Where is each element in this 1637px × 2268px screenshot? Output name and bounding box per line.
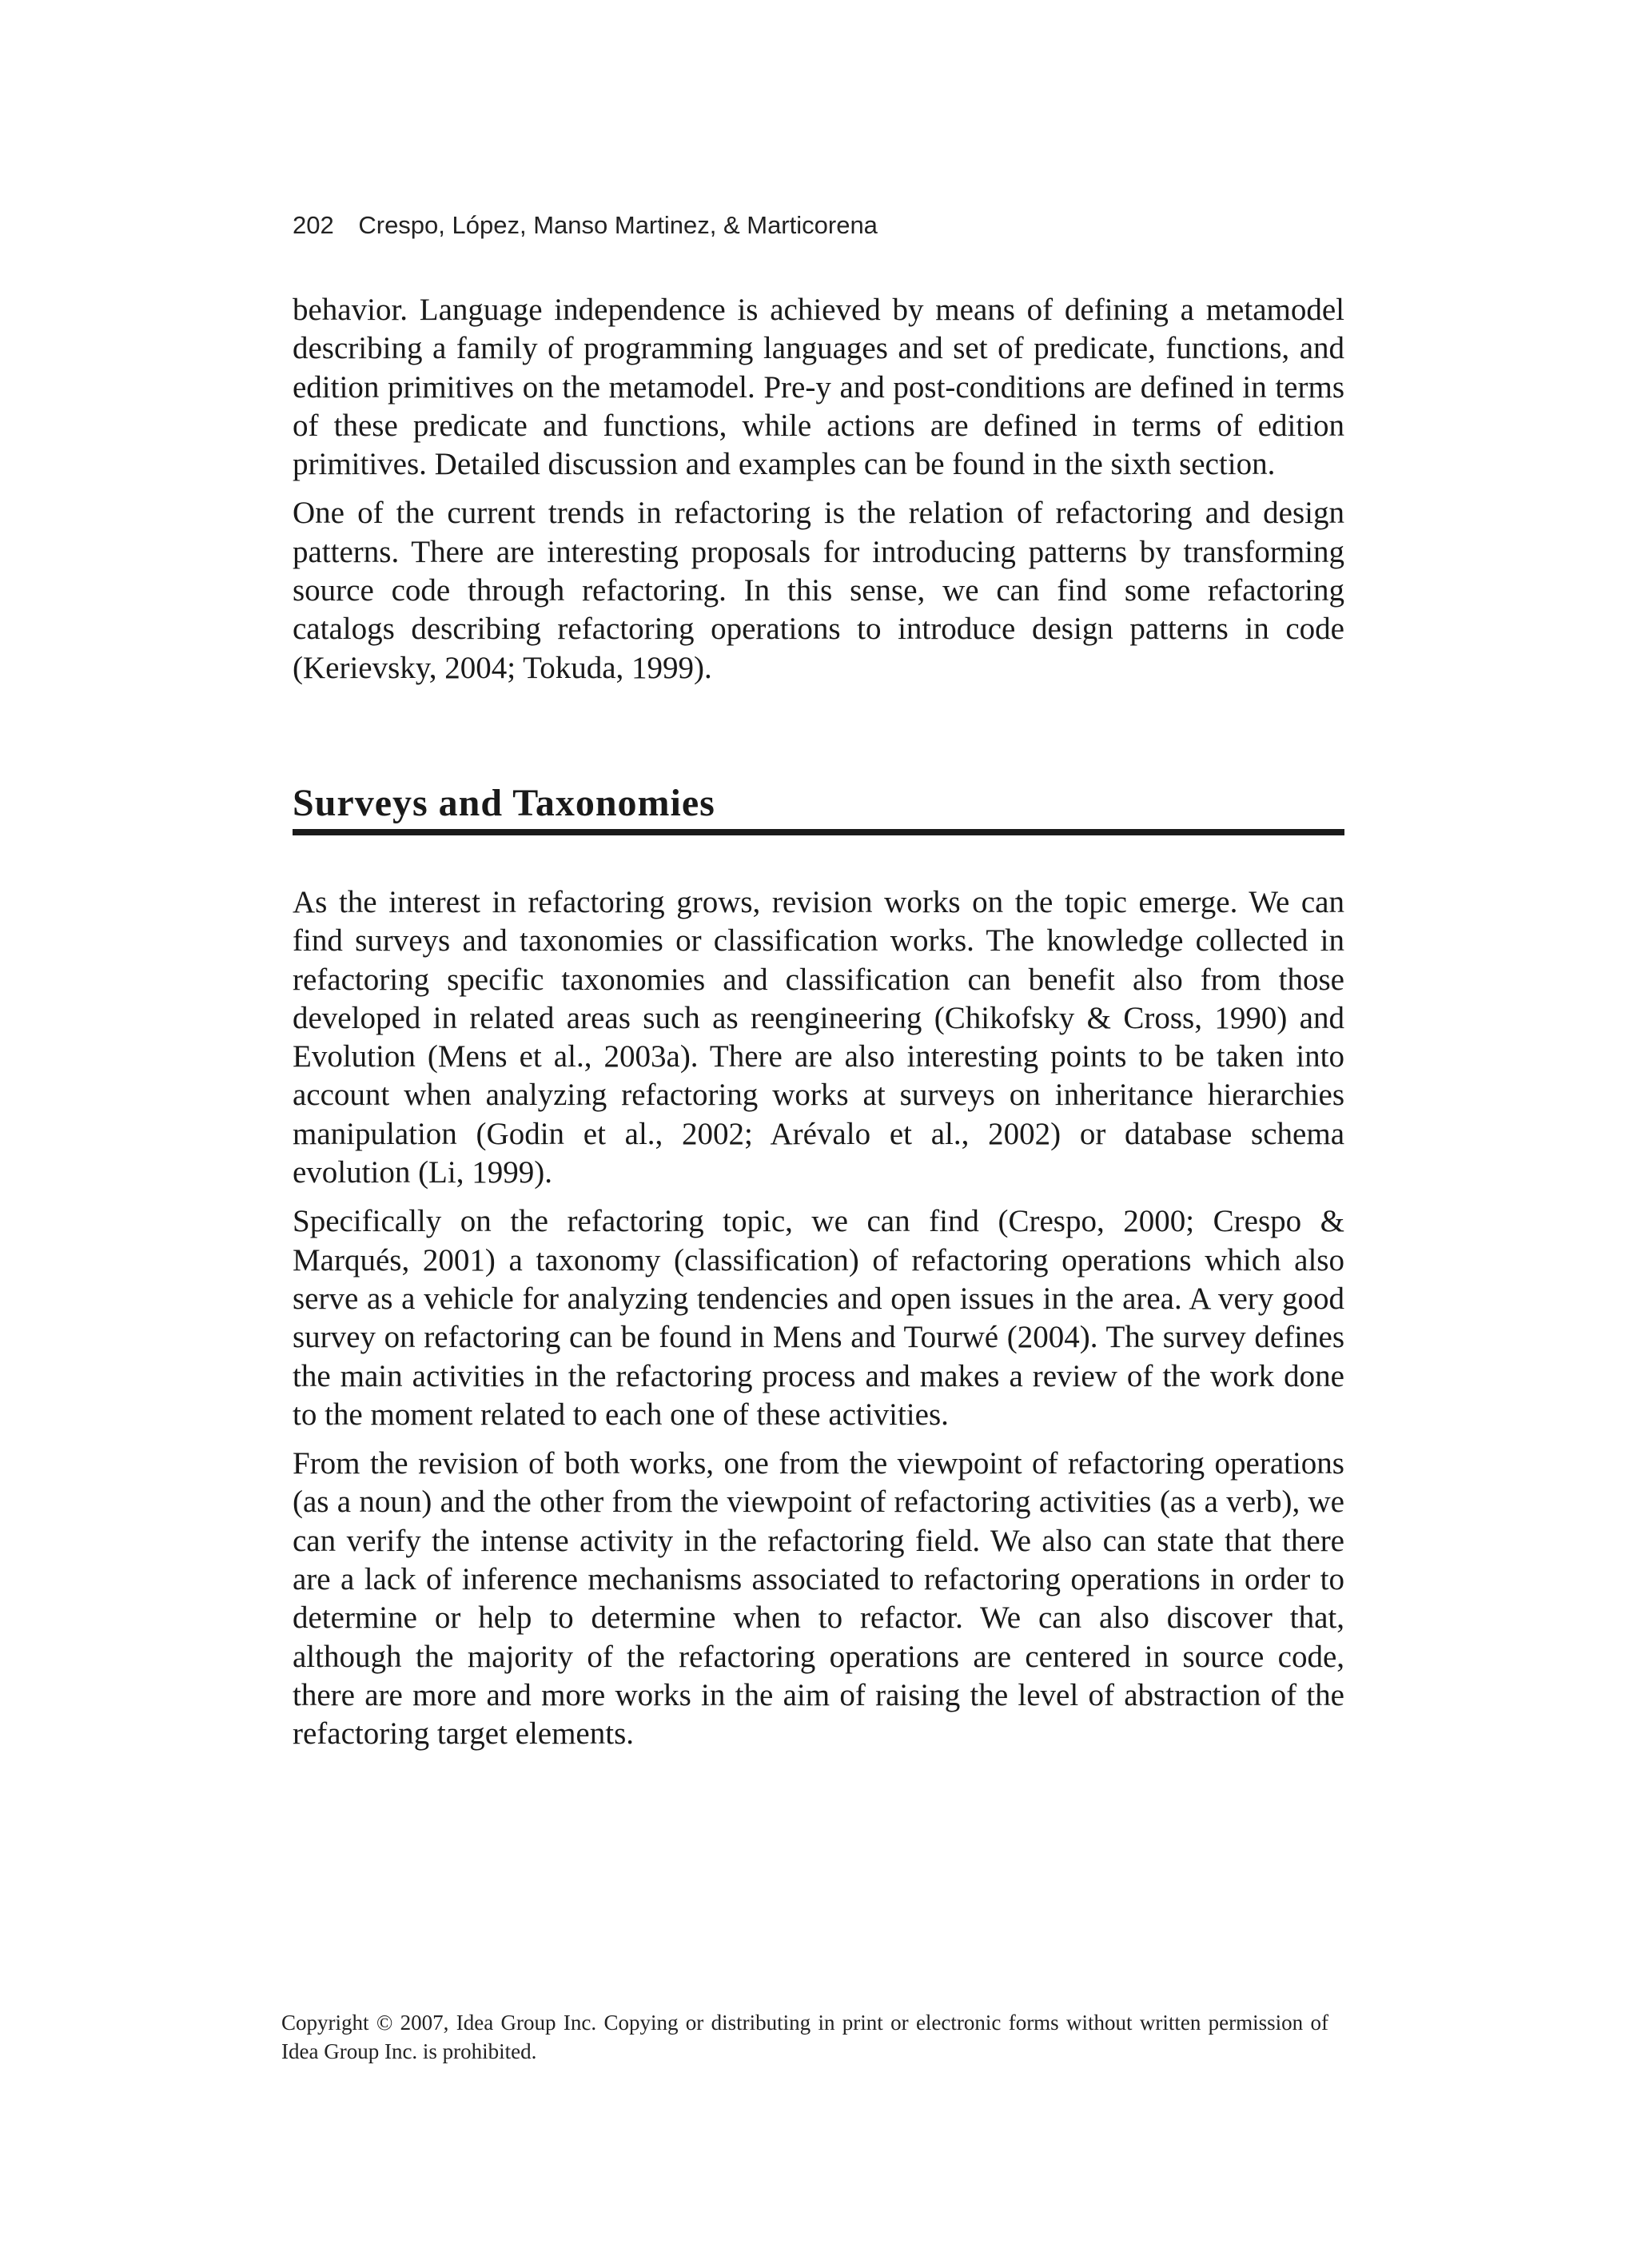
section-paragraph-1: As the interest in refactoring grows, revision works on the topic emerge. We can find surveys and taxonomies or classification works. The knowledge collected in refactoring specific taxonomies and classification can benefit also from those developed in related areas such as reengineering (Chikofsky & Cross, 1990) and Evolution (Mens et al., 2003a). There are also interesting points to be taken into account when analyzing refactoring works at surveys on inheritance hierarchies manipulation (Godin et al., 2002; Arévalo et al., 2002) or database schema evolution (Li, 1999).	[293, 885, 1344, 1190]
section-heading: Surveys and Taxonomies	[293, 782, 715, 824]
intro-text-block	[293, 291, 1344, 698]
page-number: 202	[293, 211, 334, 239]
section-text-block	[293, 883, 1344, 1764]
section-heading-rule	[293, 829, 1344, 835]
header-authors: Crespo, López, Manso Martinez, & Marticorena	[358, 211, 878, 239]
intro-paragraph-1: behavior. Language independence is achieved by means of defining a metamodel describing a family of programming languages and set of predicate, functions, and edition primitives on the metamodel. Pre-y and post-conditions are defined in terms of these predicate and functions, while actions are defined in terms of edition primitives. Detailed discussion and examples can be found in the sixth section.	[293, 293, 1344, 482]
section-paragraph-3: From the revision of both works, one from the viewpoint of refactoring operations (as a noun) and the other from the viewpoint of refactoring activities (as a verb), we can verify the intense activity in the refactoring field. We also can state that there are a lack of inference mechanisms associated to refactoring operations in order to determine or help to determine when to refactor. We can also discover that, although the majority of the refactoring operations are centered in source code, there are more and more works in the aim of raising the level of abstraction of the refactoring target elements.	[293, 1446, 1344, 1752]
running-header	[293, 206, 1348, 245]
intro-paragraph-2: One of the current trends in refactoring is the relation of refactoring and design patterns. There are interesting proposals for introducing patterns by transforming source code through refactoring. In this sense, we can find some refactoring catalogs describing refactoring operations to introduce design patterns in code (Kerievsky, 2004; Tokuda, 1999).	[293, 496, 1344, 685]
copyright-notice: Copyright © 2007, Idea Group Inc. Copying or distributing in print or electronic forms without written permission of Idea Group Inc. is prohibited.	[281, 2011, 1328, 2063]
section-paragraph-2: Specifically on the refactoring topic, we can find (Crespo, 2000; Crespo & Marqués, 2001) a taxonomy (classification) of refactoring operations which also serve as a vehicle for analyzing tendencies and open issues in the area. A very good survey on refactoring can be found in Mens and Tourwé (2004). The survey defines the main activities in the refactoring process and makes a review of the work done to the moment related to each one of these activities.	[293, 1204, 1344, 1432]
